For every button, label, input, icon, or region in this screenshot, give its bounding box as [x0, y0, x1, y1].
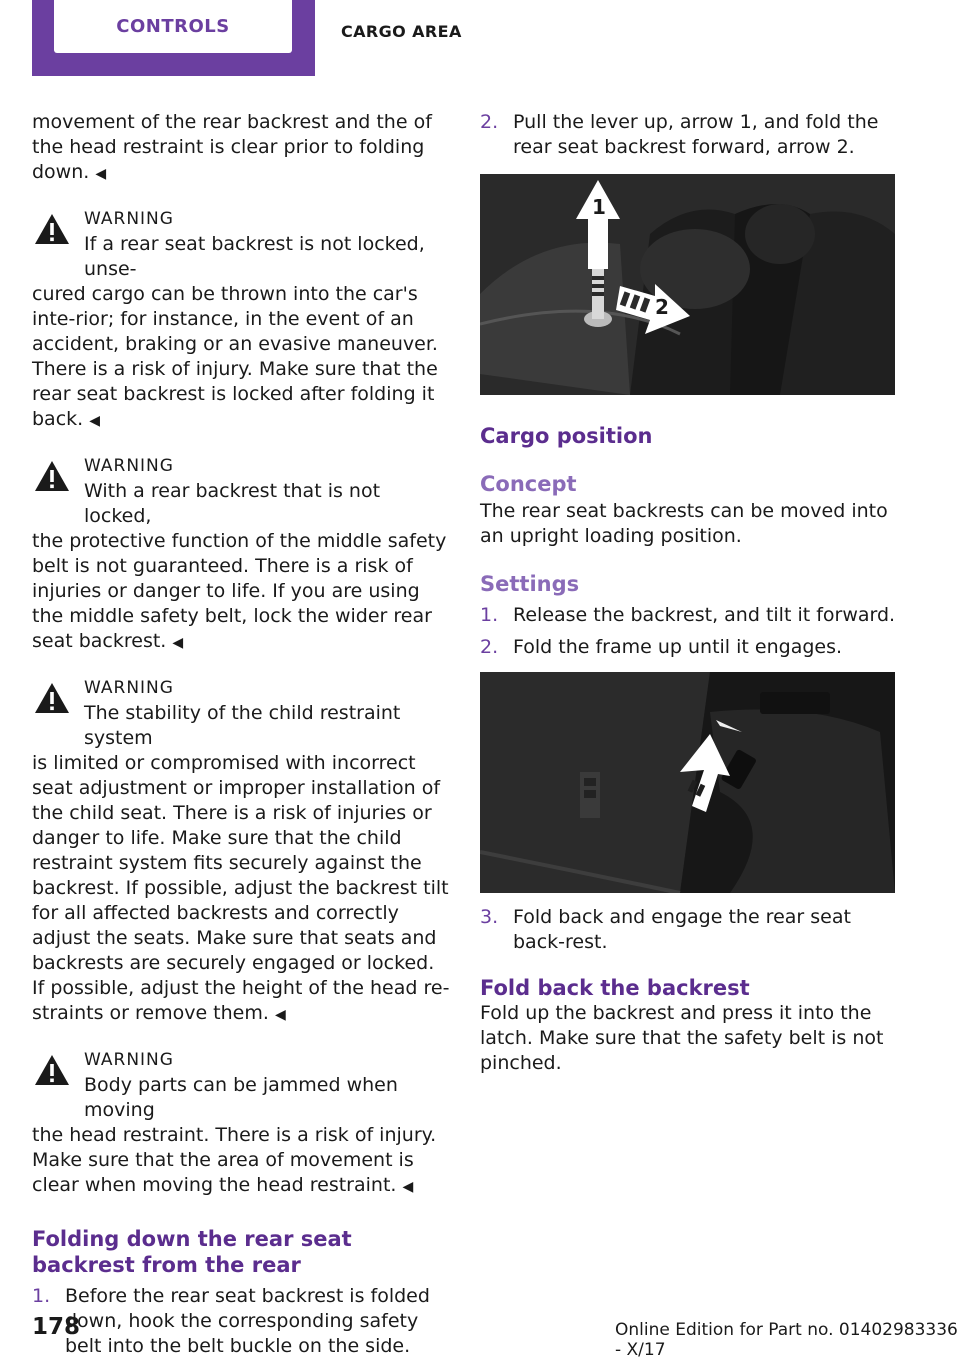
settings-steps-continued	[480, 905, 900, 955]
section-heading-folding: Folding down the rear seat backrest from the rear	[32, 1227, 352, 1277]
intro-paragraph	[32, 110, 450, 187]
warning-label: WARNING	[84, 1050, 174, 1070]
warning-block-3	[32, 676, 450, 1028]
warning-block-4	[32, 1048, 450, 1200]
tab-controls-label: CONTROLS	[54, 0, 292, 53]
step-text: Before the rear seat backrest is folded down, hook the corresponding safety belt into the belt buckle on the side.	[65, 1285, 430, 1357]
tab-controls[interactable]	[32, 0, 315, 76]
cargo-frame-illustration	[480, 672, 895, 893]
header-tabs	[0, 0, 960, 76]
list-item	[32, 1284, 450, 1359]
step-number: 2.	[480, 111, 499, 133]
step-text: Release the backrest, and tilt it forward.	[513, 604, 896, 626]
list-item	[480, 110, 900, 160]
warning-label: WARNING	[84, 456, 174, 476]
warning-text: the head restraint. There is a risk of injury. Make sure that the area of movement is clear when moving the head restraint.	[32, 1124, 437, 1196]
folding-steps-continued	[480, 110, 900, 160]
warning-text: is limited or compromised with incorrect seat adjustment or improper installation of the child seat. There is a risk of injuries or danger to life. Make sure that the child restraint system fits securely against the backrest. If possible, adjust the backrest tilt for all affected backrests and correctly adjust the seats. Make sure that seats and backrests are securely engaged or locked. If possible, adjust the height of the head re-straints or remove them.	[32, 752, 450, 1024]
right-column	[480, 110, 900, 1076]
settings-steps-list	[480, 603, 900, 660]
step-number: 2.	[480, 636, 499, 658]
warning-text: the protective function of the middle safety belt is not guaranteed. There is a risk of injuries or danger to life. If you are using the middle safety belt, lock the wider rear seat backrest.	[32, 530, 447, 652]
warning-text-first-line: Body parts can be jammed when moving	[84, 1074, 398, 1121]
cargo-frame-photo	[480, 672, 895, 893]
warning-block-2	[32, 454, 450, 656]
left-column	[32, 110, 450, 1366]
list-item	[480, 905, 900, 955]
folding-steps-list	[32, 1284, 450, 1359]
page-number: 178	[32, 1314, 81, 1340]
rear-seat-lever-photo	[480, 174, 895, 395]
warning-triangle-icon	[32, 211, 72, 247]
warning-triangle-icon	[32, 1052, 72, 1088]
warning-text-first-line: With a rear backrest that is not locked,	[84, 480, 381, 527]
intro-text: movement of the rear backrest and the of the head restraint is clear prior to folding down.	[32, 111, 432, 183]
step-text: Pull the lever up, arrow 1, and fold the rear seat backrest forward, arrow 2.	[513, 111, 879, 158]
arrow-label-2: 2	[655, 295, 669, 319]
tab-cargo-area[interactable]: CARGO AREA	[341, 22, 462, 41]
step-number: 1.	[32, 1285, 51, 1307]
warning-text-first-line: If a rear seat backrest is not locked, unse-	[84, 233, 425, 280]
edition-note: Online Edition for Part no. 01402983336 - X/17	[615, 1320, 958, 1360]
warning-text: cured cargo can be thrown into the car's inte-rior; for instance, in the event of an accident, braking or an evasive maneuver. There is a risk of injury. Make sure that the rear seat backrest is locked after folding it back.	[32, 283, 438, 430]
section-heading-cargo-position: Cargo position	[480, 424, 653, 448]
end-mark: ◀	[89, 413, 101, 429]
step-text: Fold the frame up until it engages.	[513, 636, 843, 658]
concept-paragraph: The rear seat backrests can be moved into an upright loading position.	[480, 500, 888, 547]
warning-text-first-line: The stability of the child restraint system	[84, 702, 401, 749]
warning-label: WARNING	[84, 678, 174, 698]
step-text: Fold back and engage the rear seat back-rest.	[513, 906, 851, 953]
warning-triangle-icon	[32, 680, 72, 716]
step-number: 1.	[480, 604, 499, 626]
rear-seat-lever-illustration	[480, 174, 895, 395]
warning-block-1	[32, 207, 450, 434]
end-mark: ◀	[95, 166, 107, 182]
list-item	[480, 635, 900, 660]
warning-triangle-icon	[32, 458, 72, 494]
step-number: 3.	[480, 906, 499, 928]
subheading-settings: Settings	[480, 572, 580, 596]
subheading-concept: Concept	[480, 472, 577, 496]
list-item	[480, 603, 900, 628]
warning-label: WARNING	[84, 209, 174, 229]
end-mark: ◀	[172, 635, 184, 651]
end-mark: ◀	[402, 1179, 414, 1195]
section-heading-fold-back: Fold back the backrest	[480, 976, 750, 1000]
arrow-label-1: 1	[592, 195, 606, 219]
foldback-paragraph: Fold up the backrest and press it into the latch. Make sure that the safety belt is not pinched.	[480, 1002, 884, 1074]
end-mark: ◀	[274, 1007, 286, 1023]
